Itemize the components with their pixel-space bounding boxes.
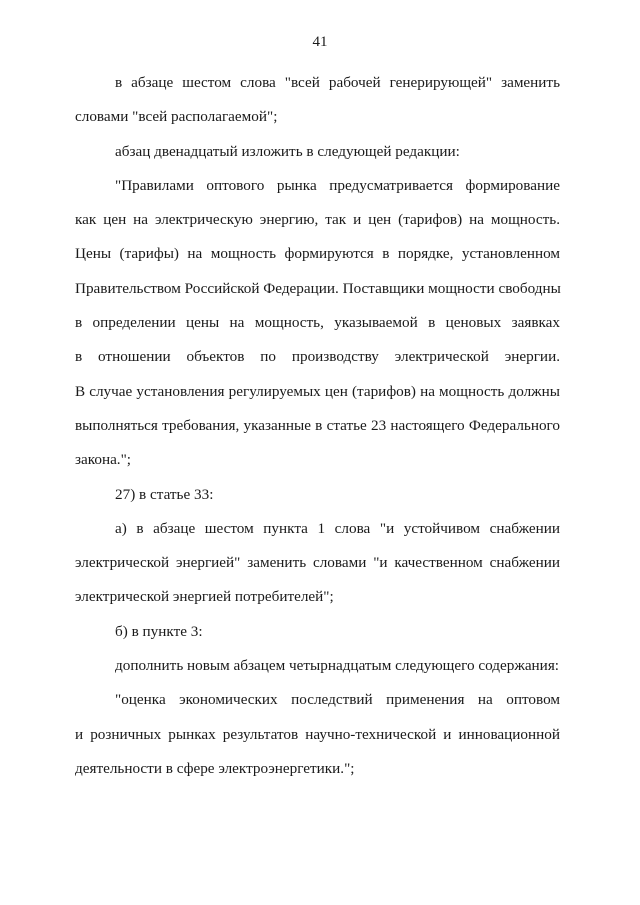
text-line: 27) в статье 33: <box>115 485 214 503</box>
text-line: Цены (тарифы) на мощность формируются в порядке, установленном <box>75 245 560 263</box>
text-line: словами "всей располагаемой"; <box>75 108 278 126</box>
paragraph <box>75 66 560 135</box>
text-line: выполняться требования, указанные в статье 23 настоящего Федерального <box>75 416 560 434</box>
text-line: дополнить новым абзацем четырнадцатым следующего содержания: <box>115 657 560 675</box>
text-line: б) в пункте 3: <box>115 622 203 640</box>
paragraph <box>75 135 560 169</box>
text-line: "оценка экономических последствий применения на оптовом <box>115 691 560 709</box>
page-number: 41 <box>312 34 328 50</box>
document-body <box>75 66 560 786</box>
text-line: "Правилами оптового рынка предусматривается формирование <box>115 176 560 194</box>
text-line: в отношении объектов по производству электрической энергии. <box>75 348 560 366</box>
text-line: в определении цены на мощность, указываемой в ценовых заявках <box>75 314 560 332</box>
text-line: деятельности в сфере электроэнергетики."; <box>75 759 355 777</box>
paragraph <box>75 478 560 512</box>
paragraph <box>75 615 560 649</box>
text-line: В случае установления регулируемых цен (тарифов) на мощность должны <box>75 382 560 400</box>
paragraph <box>75 683 560 786</box>
text-line: абзац двенадцатый изложить в следующей редакции: <box>115 142 460 160</box>
text-line: а) в абзаце шестом пункта 1 слова "и устойчивом снабжении <box>115 519 560 537</box>
text-line: электрической энергией" заменить словами "и качественном снабжении <box>75 554 560 572</box>
paragraph <box>75 169 560 478</box>
text-line: Правительством Российской Федерации. Поставщики мощности свободны <box>75 279 561 297</box>
text-line: как цен на электрическую энергию, так и цен (тарифов) на мощность. <box>75 211 560 229</box>
text-line: электрической энергией потребителей"; <box>75 588 334 606</box>
text-line: в абзаце шестом слова "всей рабочей генерирующей" заменить <box>115 74 560 91</box>
text-line: и розничных рынках результатов научно-технической и инновационной <box>75 725 560 743</box>
paragraph <box>75 649 560 683</box>
text-line: закона."; <box>75 451 132 469</box>
paragraph <box>75 512 560 615</box>
